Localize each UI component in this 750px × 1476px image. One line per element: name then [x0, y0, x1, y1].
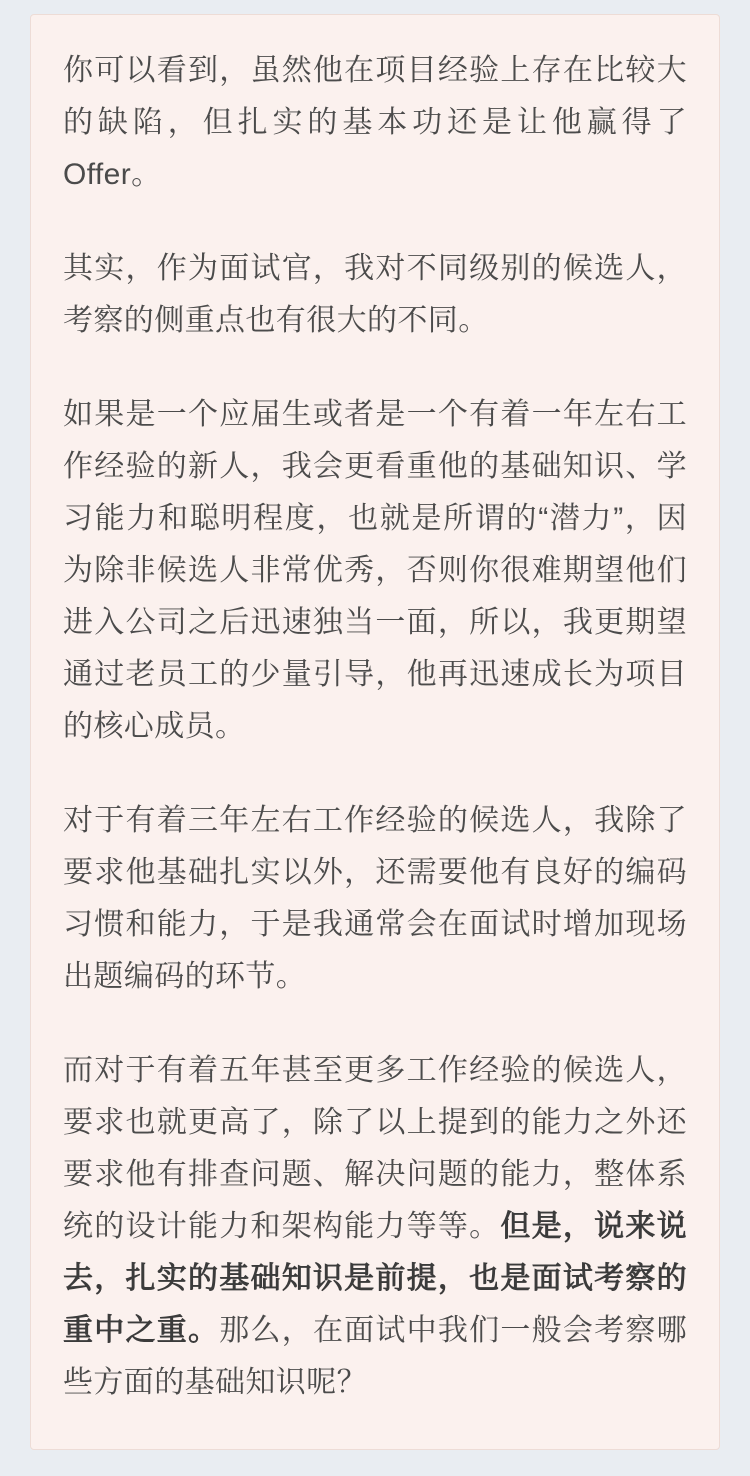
- paragraph: [63, 1045, 687, 1409]
- article-body: [63, 45, 687, 1409]
- paragraph: [63, 45, 687, 201]
- paragraph: [63, 795, 687, 1003]
- body-text: 对于有着三年左右工作经验的候选人，我除了要求他基础扎实以外，还需要他有良好的编码习惯和能力，于是我通常会在面试时增加现场出题编码的环节。: [63, 804, 687, 993]
- emphasis-text: 但是，说来说去，扎实的基础知识是前提，也是面试考察的重中之重。: [63, 1210, 687, 1347]
- body-text: 那么，在面试中我们一般会考察哪些方面的基础知识呢？: [63, 1314, 688, 1399]
- body-text: 你可以看到，虽然他在项目经验上存在比较大的缺陷，但扎实的基本功还是让他赢得了 Offer。: [63, 54, 687, 191]
- body-text: 其实，作为面试官，我对不同级别的候选人，考察的侧重点也有很大的不同。: [63, 252, 687, 337]
- paragraph: [63, 243, 687, 347]
- paragraph: [63, 389, 687, 753]
- body-text: 而对于有着五年甚至更多工作经验的候选人，要求也就更高了，除了以上提到的能力之外还要求他有排查问题、解决问题的能力，整体系统的设计能力和架构能力等等。: [63, 1054, 687, 1243]
- body-text: 如果是一个应届生或者是一个有着一年左右工作经验的新人，我会更看重他的基础知识、学习能力和聪明程度，也就是所谓的“潜力”，因为除非候选人非常优秀，否则你很难期望他们进入公司之后迅速独当一面，所以，我更期望通过老员工的少量引导，他再迅速成长为项目的核心成员。: [63, 398, 687, 743]
- article-card: [30, 14, 720, 1450]
